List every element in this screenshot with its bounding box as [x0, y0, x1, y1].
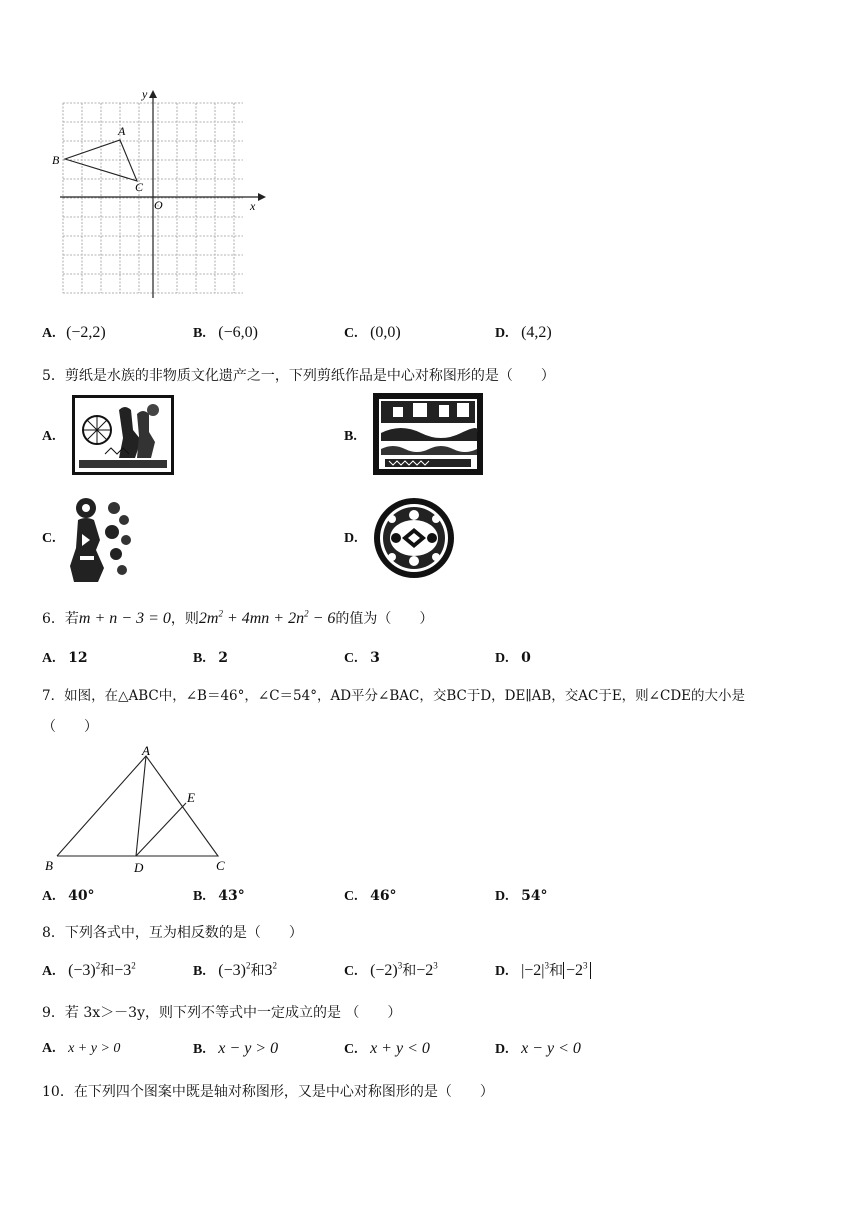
q6-option-b[interactable]: B. 2	[193, 650, 229, 666]
vertex-c-label: C	[216, 858, 225, 873]
q8-stem: 8．下列各式中，互为相反数的是（ ）	[42, 925, 303, 941]
q5-stem: 5．剪纸是水族的非物质文化遗产之一，下列剪纸作品是中心对称图形的是（ ）	[42, 368, 555, 384]
q7-option-d[interactable]: D. 54°	[495, 888, 548, 904]
q9-option-c[interactable]: C. x + y < 0	[344, 1040, 430, 1057]
q6-condition: m + n − 3 = 0	[78, 610, 171, 627]
q6-option-a[interactable]: A. 12	[42, 650, 88, 666]
origin-label: O	[154, 198, 163, 212]
q8-option-a[interactable]: A. $(-3)^2$和$-3^2$	[42, 960, 136, 979]
q7-option-a[interactable]: A. 40°	[42, 888, 95, 904]
papercut-image-a	[72, 395, 174, 475]
q9-option-d[interactable]: D. x − y < 0	[495, 1040, 581, 1057]
y-axis-label: y	[142, 88, 148, 101]
q4-option-a[interactable]: A. (−2,2)	[42, 324, 106, 341]
q8-option-b[interactable]: B. $(-3)^2$和$3^2$	[193, 960, 277, 979]
q10-stem: 10．在下列四个图案中既是轴对称图形，又是中心对称图形的是（ ）	[42, 1084, 494, 1100]
point-a-label: A	[118, 124, 126, 138]
vertex-e-label: E	[187, 790, 195, 805]
vertex-b-label: B	[45, 858, 53, 873]
q9-option-b[interactable]: B. x − y > 0	[193, 1040, 279, 1057]
q7-paren: （ ）	[42, 719, 98, 735]
q5-option-b[interactable]: B.	[344, 429, 357, 444]
point-c-label: C	[135, 180, 144, 194]
q8-option-c[interactable]: C. $(-2)^3$和$-2^3$	[344, 960, 438, 979]
q4-option-d[interactable]: D. (4,2)	[495, 324, 552, 341]
q9-stem: 9．若 3x＞－3y，则下列不等式中一定成立的是 （ ）	[42, 1005, 402, 1021]
point-b-label: B	[52, 153, 60, 167]
papercut-image-d	[372, 495, 456, 581]
q7-option-b[interactable]: B. 43°	[193, 888, 245, 904]
x-axis-arrow-icon	[258, 193, 266, 201]
vertex-a-label: A	[142, 746, 150, 758]
y-axis-arrow-icon	[149, 90, 157, 98]
q7-stem: 7．如图，在△ABC中，∠B＝46°，∠C＝54°，AD平分∠BAC，交BC于D，DE∥AB，交AC于E，则∠CDE的大小是	[42, 688, 745, 704]
q6-option-d[interactable]: D. 0	[495, 650, 531, 666]
q5-option-a[interactable]: A.	[42, 429, 56, 444]
q4-option-c[interactable]: C. (0,0)	[344, 324, 401, 341]
q5-option-c[interactable]: C.	[42, 531, 56, 546]
coordinate-grid-figure	[48, 88, 268, 300]
q5-option-d[interactable]: D.	[344, 531, 358, 546]
segment-ad	[136, 756, 146, 856]
vertex-d-label: D	[134, 860, 144, 875]
q9-option-a[interactable]: A. x + y > 0	[42, 1041, 121, 1056]
q8-option-d[interactable]: D. $|-2|^3$和 $-2^3$	[495, 960, 591, 980]
papercut-image-c	[68, 494, 136, 584]
x-axis-label: x	[250, 199, 256, 213]
triangle-figure	[40, 746, 240, 876]
papercut-image-b	[373, 393, 483, 475]
q6-stem: 6．若m + n − 3 = 0，则$2m^2 + 4mn + 2n^2 - 6$的值为（ ）	[42, 608, 434, 627]
q7-option-c[interactable]: C. 46°	[344, 888, 397, 904]
q4-option-b[interactable]: B. (−6,0)	[193, 324, 258, 341]
q6-expression: $2m^2 + 4mn + 2n^2 - 6$	[198, 608, 336, 627]
segment-de	[136, 803, 186, 856]
q6-option-c[interactable]: C. 3	[344, 650, 380, 666]
